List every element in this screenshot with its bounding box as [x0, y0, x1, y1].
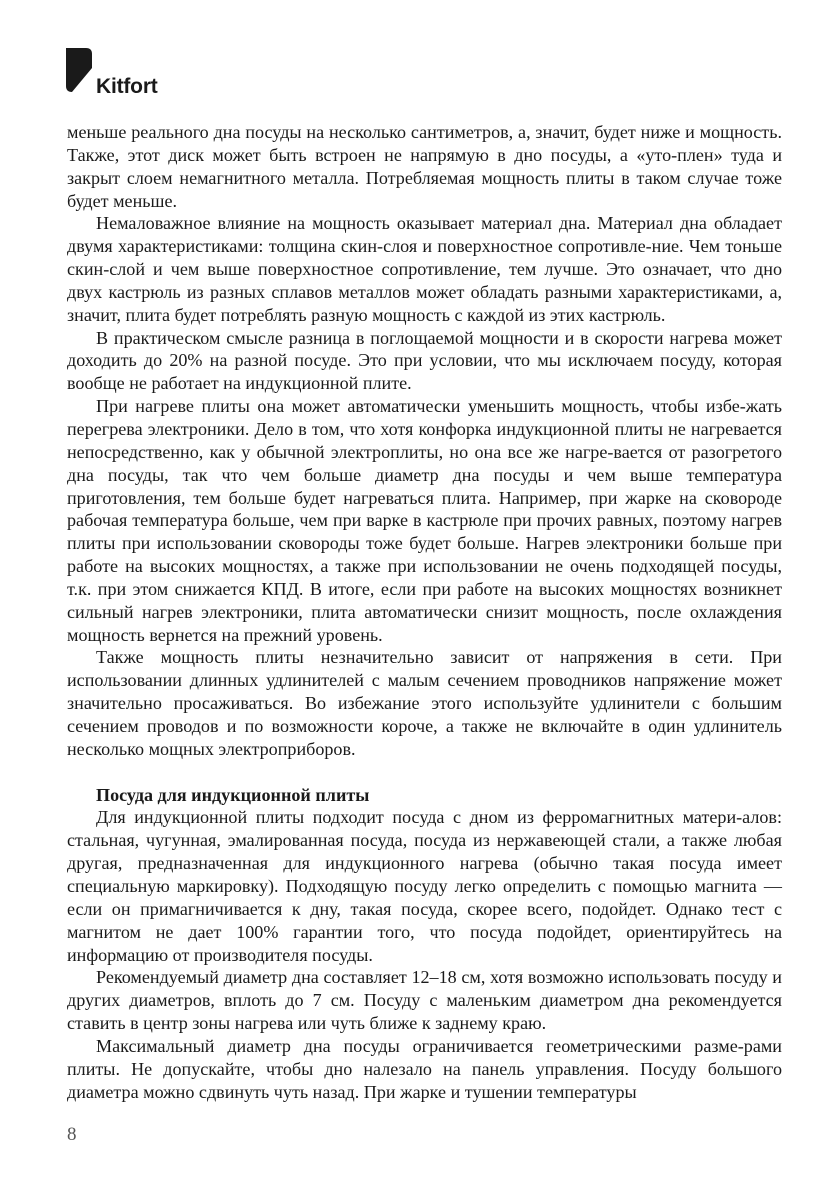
- paragraph-2: Немаловажное влияние на мощность оказывает материал дна. Материал дна обладает двумя характеристиками: толщина скин-слоя и поверхностное сопротивле-ние. Чем тоньше скин-слой и чем выше поверхностное сопротивление, тем лучше. Это означает, что дно двух кастрюль из разных сплавов металлов может обладать разными характеристиками, а, значит, плита будет потреблять разную мощность с каждой из этих кастрюль.: [67, 213, 782, 325]
- page-bottom-edge: [0, 1178, 839, 1189]
- paragraph-1: меньше реального дна посуды на несколько сантиметров, а, значит, будет ниже и мощность. Также, этот диск может быть встроен не напрямую в дно посуды, а «уто-плен» туда и закрыт слоем немагнитного металла. Потребляемая мощность плиты в таком случае тоже будет меньше.: [67, 122, 782, 211]
- section-paragraph-1: Для индукционной плиты подходит посуда с дном из ферромагнитных матери-алов: стальная, чугунная, эмалированная посуда, посуда из нержавеющей стали, а также любая другая, предназначенная для индукционного нагрева (обычно такая посуда имеет специальную маркировку). Подходящую посуду легко определить с помощью магнита — если он примагничивается к дну, такая посуда, скорее всего, подойдет. Однако тест с магнитом не дает 100% гарантии того, что посуда подойдет, ориентируйтесь на информацию от производителя посуды.: [67, 807, 782, 965]
- section-paragraph-3: Максимальный диаметр дна посуды ограничивается геометрическими разме-рами плиты. Не допускайте, чтобы дно налезало на панель управления. Посуду большого диаметра можно сдвинуть чуть назад. При жарке и тушении температуры: [67, 1035, 782, 1102]
- brand-logo: [66, 48, 226, 98]
- paragraph-3: В практическом смысле разница в поглощаемой мощности и в скорости нагрева может доходить до 20% на разной посуде. Это при условии, что мы исключаем посуду, которая вообще не работает на индукционной плите.: [67, 327, 782, 394]
- document-body: [67, 121, 782, 1103]
- brand-name: Kitfort: [96, 75, 158, 98]
- paragraph-5: Также мощность плиты незначительно зависит от напряжения в сети. При использовании длинных удлинителей с малым сечением проводников напряжение может значительно просаживаться. Во избежание этого используйте удлинители с большим сечением проводов и по возможности короче, а также не включайте в один удлинитель несколько мощных электроприборов.: [67, 647, 782, 759]
- page-number: 8: [67, 1124, 77, 1145]
- paragraph-4: При нагреве плиты она может автоматически уменьшить мощность, чтобы избе-жать перегрева электроники. Дело в том, что хотя конфорка индукционной плиты не нагревается непосредственно, как у обычной электроплиты, но она все же нагре-вается от разогретого дна посуды, так что чем больше диаметр дна посуды и чем выше температура приготовления, тем больше будет нагреваться плита. Например, при жарке на сковороде рабочая температура больше, чем при варке в кастрюле при прочих равных, поэтому нагрев плиты при использовании сковороды тоже будет больше. Нагрев электроники больше при работе на высоких мощностях, а также при использовании не очень подходящей посуды, т.к. при этом снижается КПД. В итоге, если при работе на высоких мощностях возникнет сильный нагрев электроники, плита автоматически снизит мощность, после охлаждения мощность вернется на прежний уровень.: [67, 396, 782, 645]
- section-paragraph-2: Рекомендуемый диаметр дна составляет 12–18 см, хотя возможно использовать посуду и других диаметров, вплоть до 7 см. Посуду с маленьким диаметром дна рекомендуется ставить в центр зоны нагрева или чуть ближе к заднему краю.: [67, 967, 782, 1034]
- section-heading: Посуда для индукционной плиты: [96, 784, 370, 805]
- kitfort-logo-icon: [66, 48, 96, 94]
